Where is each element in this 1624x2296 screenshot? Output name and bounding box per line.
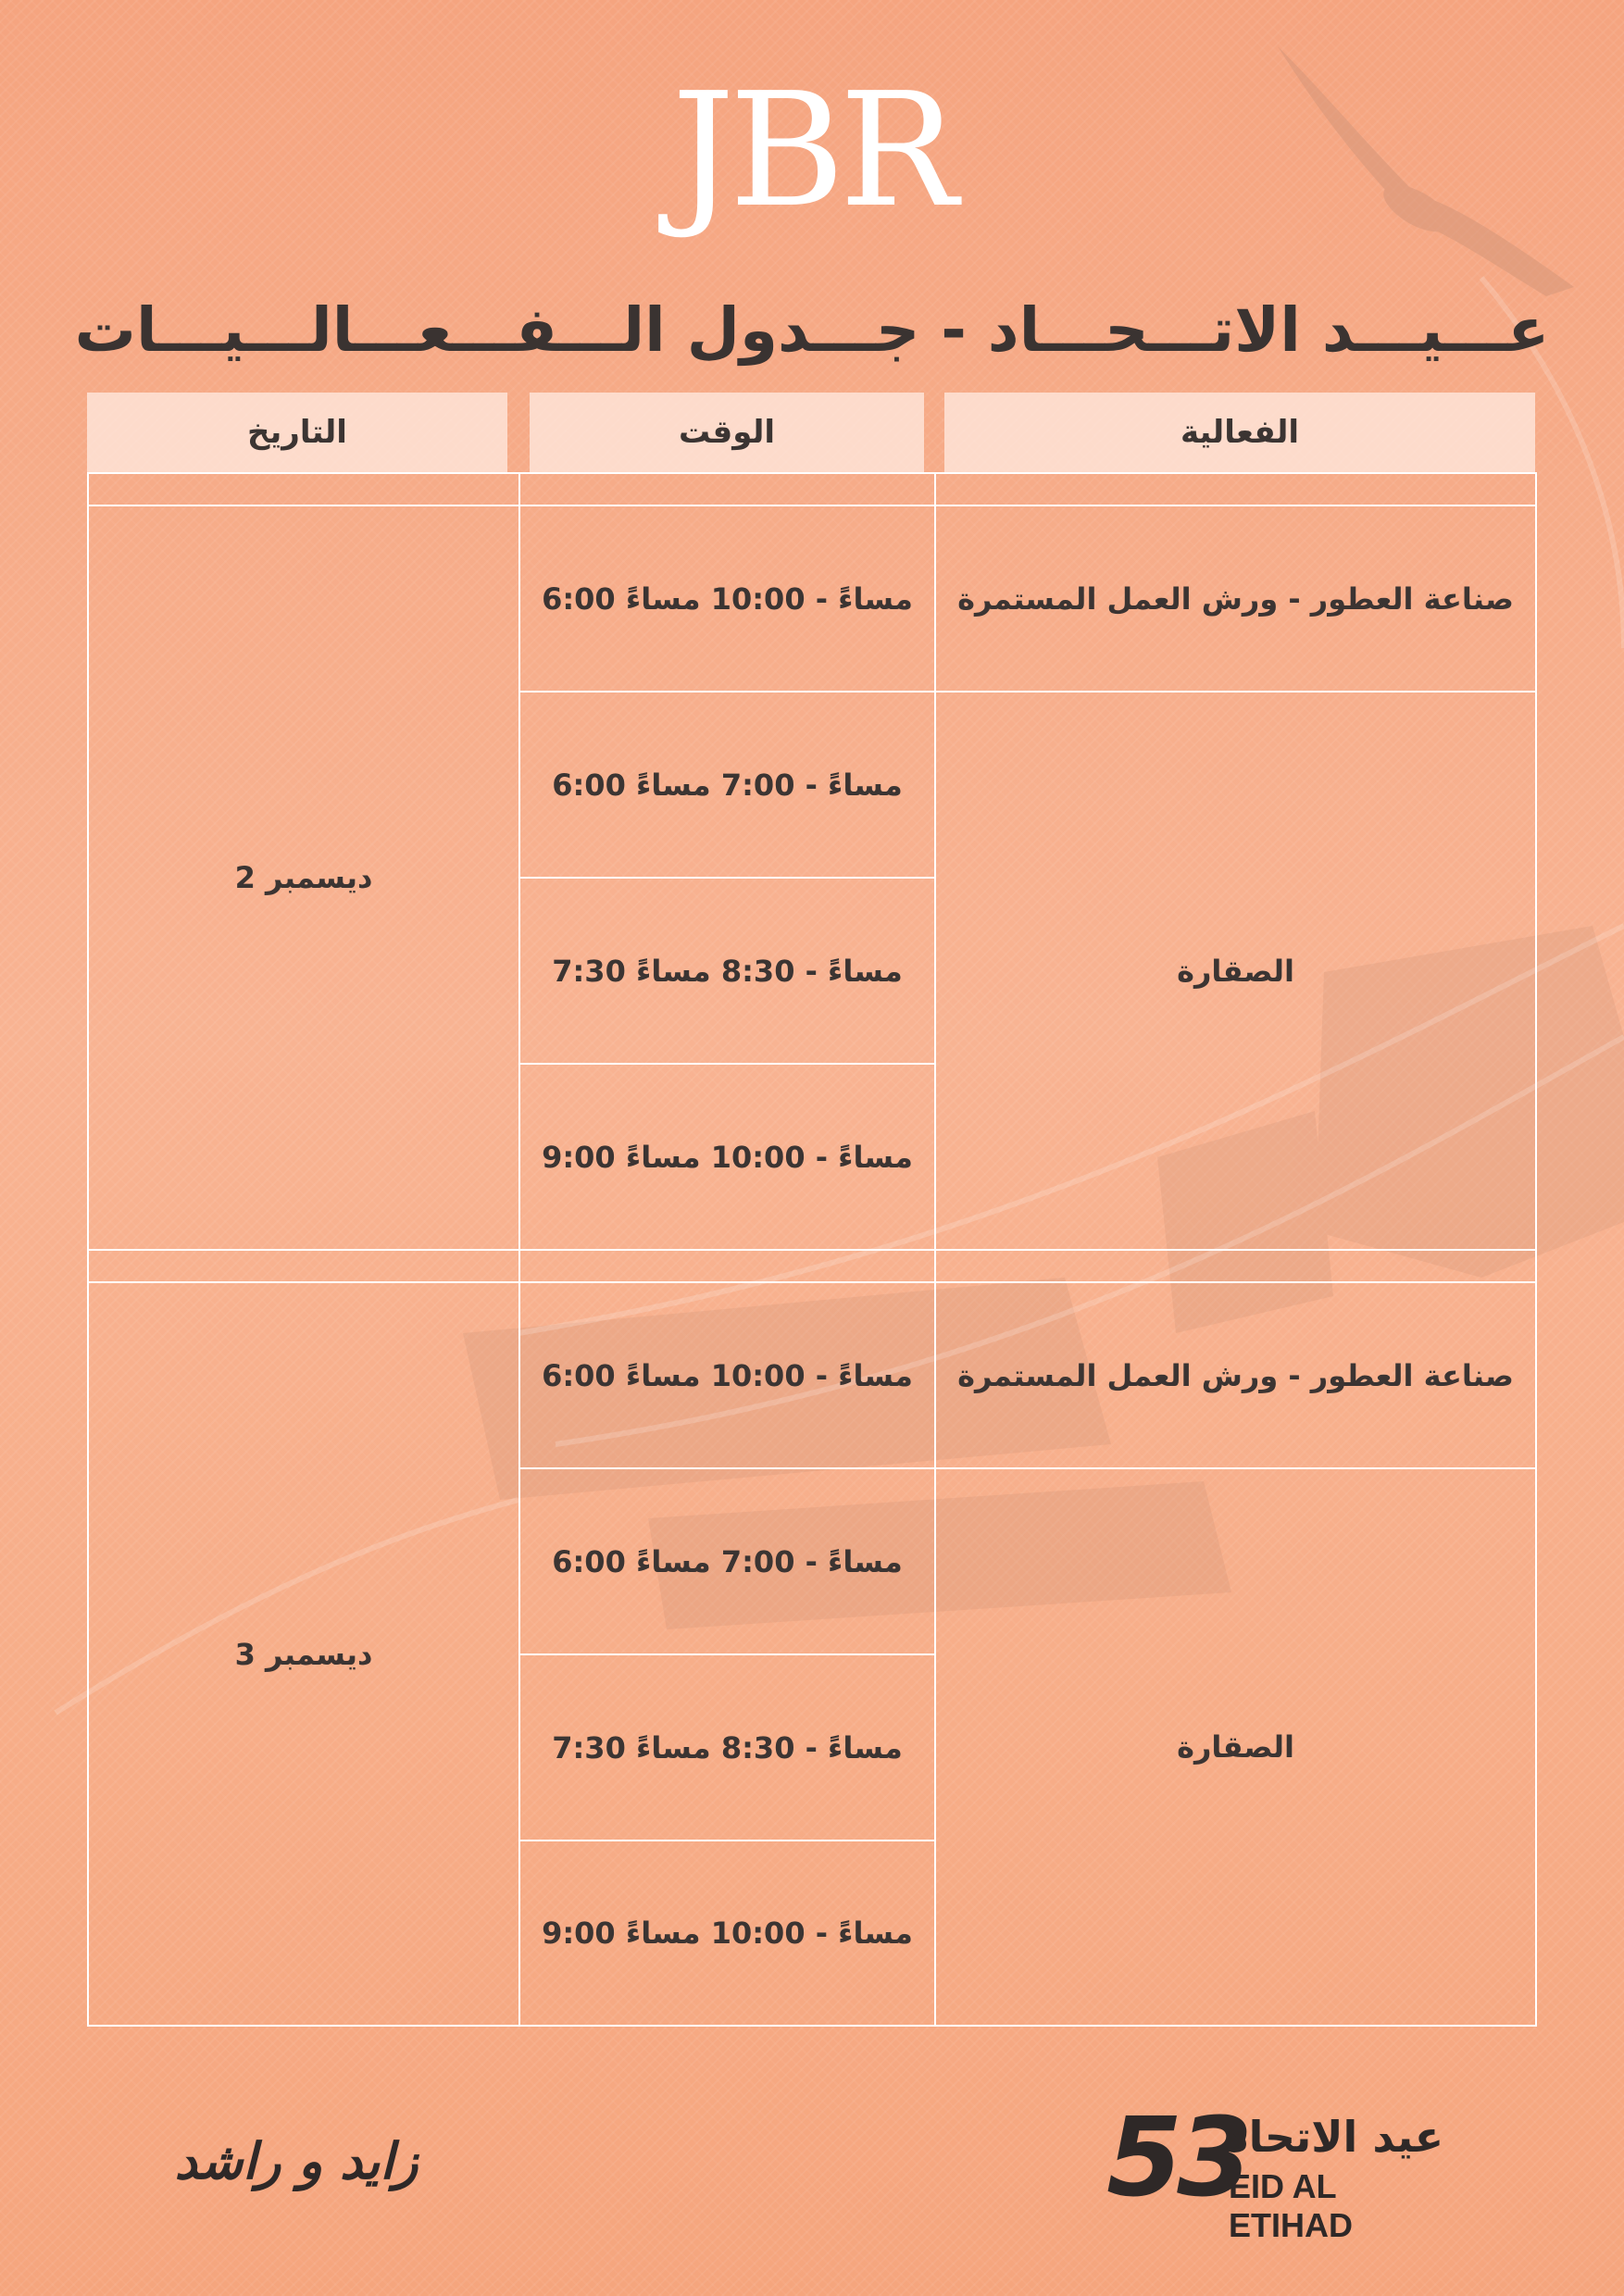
zayed-rashid-logo [162,2129,431,2194]
event-cell: الصقارة [1177,953,1294,989]
time-cell: 6:00 مساءً - 7:00 مساءً [552,767,903,803]
time-cell: 9:00 مساءً - 10:00 مساءً [542,1915,913,1951]
event-cell: صناعة العطور - ورش العمل المستمرة [957,580,1514,617]
date-cell: 2 ديسمبر [234,860,373,895]
time-cell: 6:00 مساءً - 7:00 مساءً [552,1543,903,1579]
jbr-logo: JBR [671,59,953,243]
time-cell: 7:30 مساءً - 8:30 مساءً [552,953,903,989]
page-title: عـــيـــد الاتـــحـــاد - جـــدول الـــفـــعـــالـــيـــات [74,294,1550,366]
event-cell: صناعة العطور - ورش العمل المستمرة [957,1357,1514,1393]
time-cell: 6:00 مساءً - 10:00 مساءً [542,1357,913,1393]
eid-english: EID AL ETIHAD [1229,2167,1353,2244]
event-cell: الصقارة [1177,1729,1294,1765]
header-time: الوقت [530,393,924,472]
signature-text: زايد و راشد [174,2132,418,2190]
header-event: الفعالية [944,393,1535,472]
time-cell: 7:30 مساءً - 8:30 مساءً [552,1729,903,1766]
date-cell: 3 ديسمبر [234,1636,373,1672]
header-date: التاريخ [87,393,507,472]
falcon-icon [1268,37,1583,315]
eid-al-etihad-logo [1106,2093,1468,2244]
eid-number: 53 [1106,2093,1248,2221]
eid-arabic: عيد الاتحاد [1227,2112,1444,2162]
time-cell: 6:00 مساءً - 10:00 مساءً [542,580,913,617]
time-cell: 9:00 مساءً - 10:00 مساءً [542,1139,913,1175]
